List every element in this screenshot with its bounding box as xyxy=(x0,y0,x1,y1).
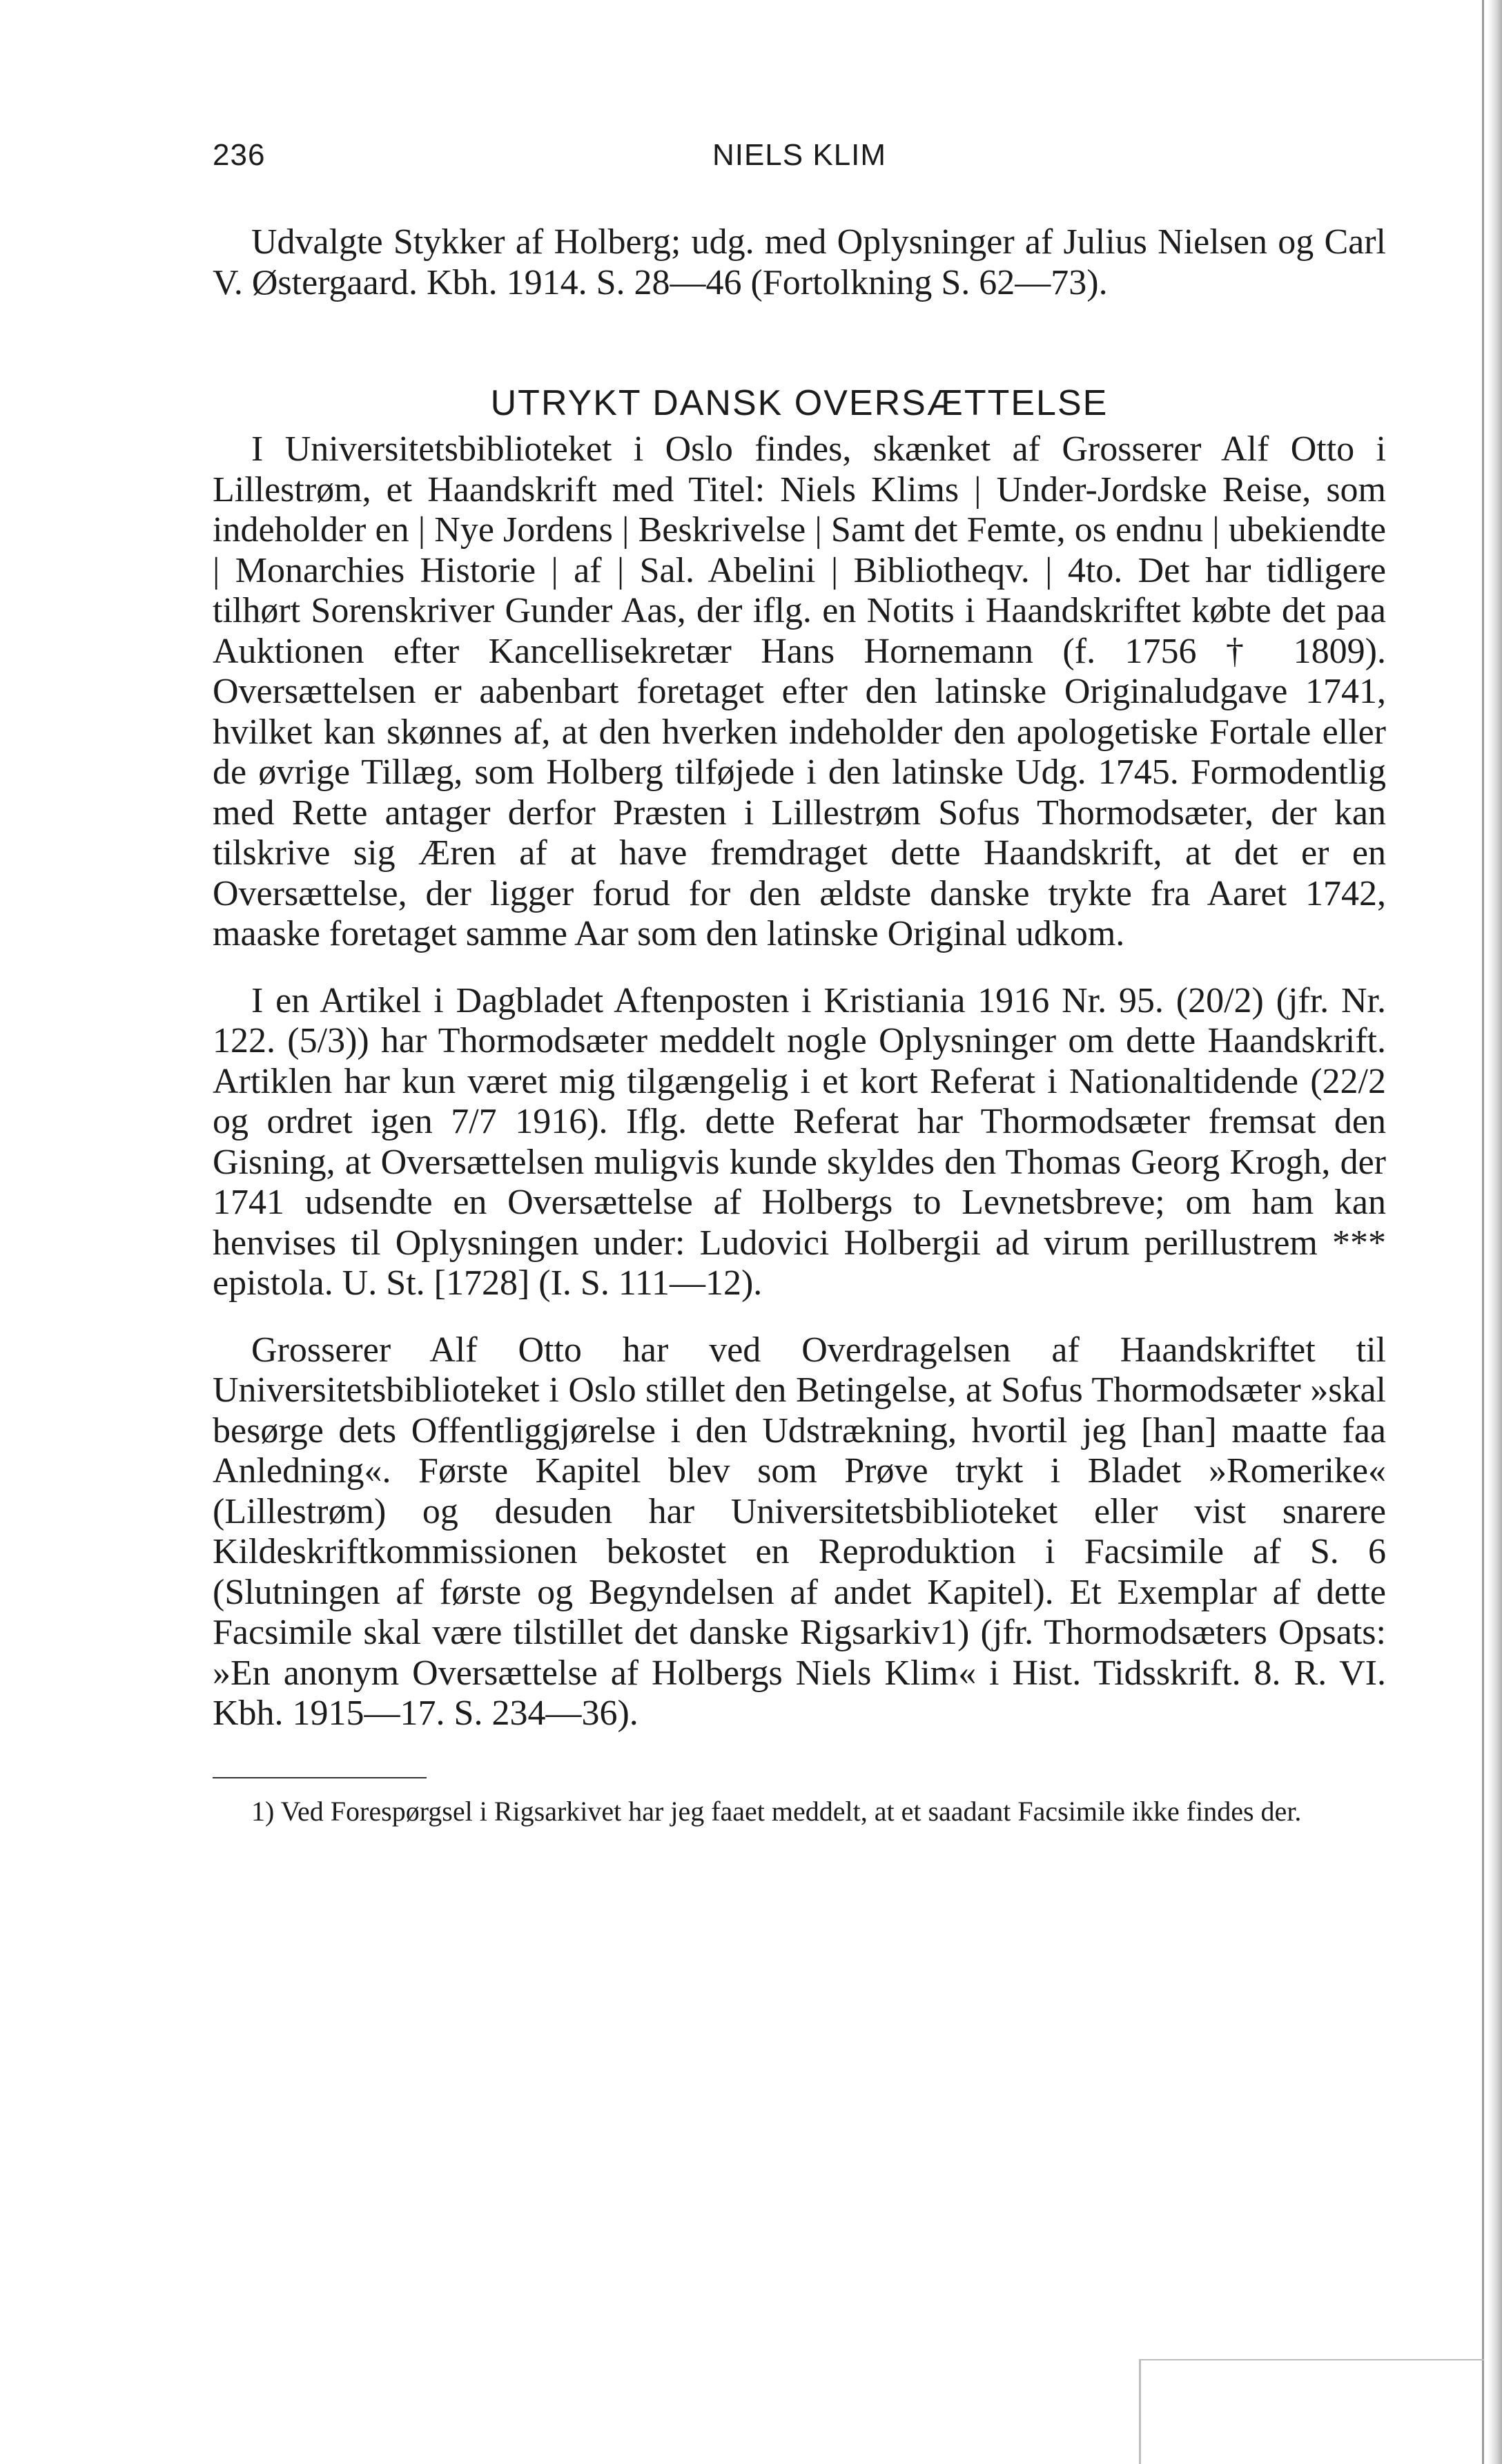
page-corner-mark xyxy=(1139,2359,1484,2464)
body-paragraph-3: Grosserer Alf Otto har ved Overdragelsen af Haandskriftet til Universitetsbiblioteket i Oslo stillet den Betingelse, at Sofus Thormodsæter »skal besørge dets Offentliggjørelse i den Udstrækning, hvortil jeg [han] maatte faa Anledning«. Første Kapitel blev som Prøve trykt i Bladet »Romerike« (Lillestrøm) og desuden har Universitetsbiblioteket eller vist snarere Kildeskriftkommissionen bekostet en Reproduktion i Facsimile af S. 6 (Slutningen af første og Begyndelsen af andet Kapitel). Et Exemplar af dette Facsimile skal være tilstillet det danske Rigsarkiv1) (jfr. Thormodsæters Opsats: »En anonym Oversættelse af Holbergs Niels Klim« i Hist. Tidsskrift. 8. R. VI. Kbh. 1915—17. S. 234—36). xyxy=(213,1330,1386,1733)
page-edge-line xyxy=(1482,0,1484,2464)
page-number: 236 xyxy=(213,138,266,172)
running-head xyxy=(213,138,1386,180)
book-page xyxy=(213,138,1386,1828)
footnote-rule xyxy=(213,1777,427,1778)
page-edge-shadow xyxy=(1488,0,1502,2464)
running-title: NIELS KLIM xyxy=(712,138,887,172)
intro-paragraph: Udvalgte Stykker af Holberg; udg. med Oplysninger af Julius Nielsen og Carl V. Østergaard. Kbh. 1914. S. 28—46 (Fortolkning S. 62—73). xyxy=(213,222,1386,302)
section-heading: UTRYKT DANSK OVERSÆTTELSE xyxy=(490,383,1109,423)
footnote: 1) Ved Forespørgsel i Rigsarkivet har jeg faaet meddelt, at et saadant Facsimile ikke findes der. xyxy=(251,1795,1302,1827)
body-paragraph-1: I Universitetsbiblioteket i Oslo findes, skænket af Grosserer Alf Otto i Lillestrøm, et Haandskrift med Titel: Niels Klims | Under-Jordske Reise, som indeholder en | Nye Jordens | Beskrivelse | Samt det Femte, os endnu | ubekiendte | Monarchies Historie | af | Sal. Abelini | Bibliotheqv. | 4to. Det har tidligere tilhørt Sorenskriver Gunder Aas, der iflg. en Notits i Haandskriftet købte det paa Auktionen efter Kancellisekretær Hans Hornemann (f. 1756 † 1809). Oversættelsen er aabenbart foretaget efter den latinske Originaludgave 1741, hvilket kan skønnes af, at den hverken indeholder den apologetiske Fortale eller de øvrige Tillæg, som Holberg tilføjede i den latinske Udg. 1745. Formodentlig med Rette antager derfor Præsten i Lillestrøm Sofus Thormodsæter, der kan tilskrive sig Æren af at have fremdraget dette Haandskrift, at det er en Oversættelse, der ligger forud for den ældste danske trykte fra Aaret 1742, maaske foretaget samme Aar som den latinske Original udkom. xyxy=(213,429,1386,953)
body-paragraph-2: I en Artikel i Dagbladet Aftenposten i Kristiania 1916 Nr. 95. (20/2) (jfr. Nr. 122. (5/3)) har Thormodsæter meddelt nogle Oplysninger om dette Haandskrift. Artiklen har kun været mig tilgængelig i et kort Referat i Nationaltidende (22/2 og ordret igen 7/7 1916). Iflg. dette Referat har Thormodsæter fremsat den Gisning, at Oversættelsen muligvis kunde skyldes den Thomas Georg Krogh, der 1741 udsendte en Oversættelse af Holbergs to Levnetsbreve; om ham kan henvises til Oplysningen under: Ludovici Holbergii ad virum perillustrem *** epistola. U. St. [1728] (I. S. 111—12). xyxy=(213,980,1386,1303)
